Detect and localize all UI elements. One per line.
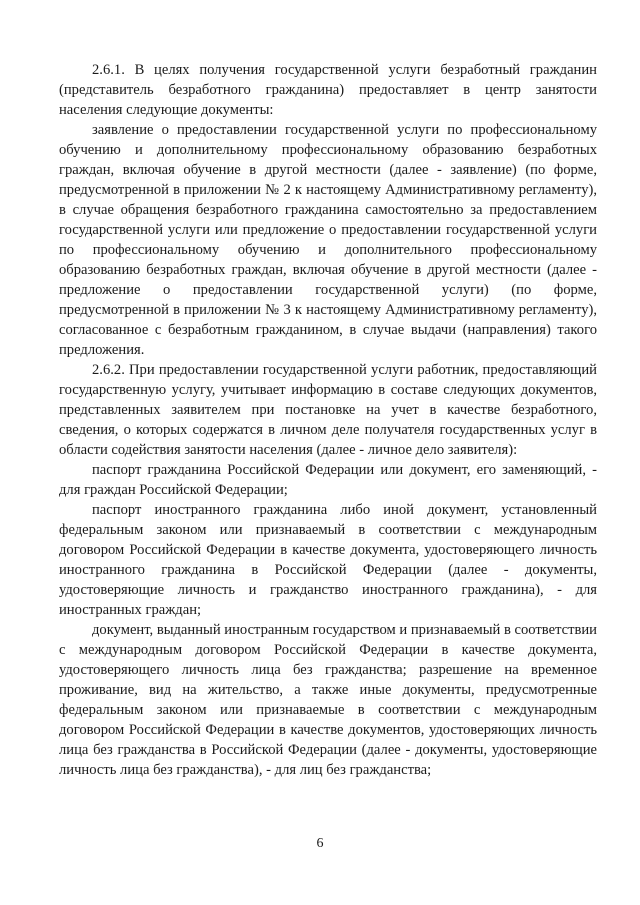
page-number: 6 [316,836,324,851]
paragraph-2-6-2: 2.6.2. При предоставлении государственной услуги работник, предоставляющий государственную услугу, учитывает информацию в составе следующих документов, представленных заявителем при постановке на учет в качестве безработного, сведения, о которых содержатся в личном деле получателя государственных услуг в области содействия занятости населения (далее - личное дело заявителя): [59,362,597,458]
paragraph-application: заявление о предоставлении государственной услуги по профессиональному обучению и дополнительному профессиональному образованию безработных граждан, включая обучение в другой местности (далее - заявление) (по форме, предусмотренной в приложении № 2 к настоящему Административному регламенту), в случае обращения безработного гражданина самостоятельно за предоставлением государственной услуги или предложение о предоставлении государственной услуги по профессиональному обучению и дополнительного профессиональному образованию безработных граждан, включая обучение в другой местности (далее - предложение о предоставлении государственной услуги) (по форме, предусмотренной в приложении № 3 к настоящему Административному регламенту), согласованное с безработным гражданином, в случае выдачи (направления) такого предложения. [59,122,597,358]
paragraph-2-6-1: 2.6.1. В целях получения государственной услуги безработный гражданин (представитель безработного гражданина) предоставляет в центр занятости населения следующие документы: [59,62,597,118]
document-body [59,60,597,780]
paragraph-foreign-passport: паспорт иностранного гражданина либо иной документ, установленный федеральным законом или признаваемый в соответствии с международным договором Российской Федерации в качестве документа, удостоверяющего личность иностранного гражданина в Российской Федерации (далее - документы, удостоверяющие личность и гражданство иностранного гражданина), - для иностранных граждан; [59,502,597,618]
paragraph-russian-passport: паспорт гражданина Российской Федерации или документ, его заменяющий, - для граждан Российской Федерации; [59,462,597,498]
paragraph-stateless-document: документ, выданный иностранным государством и признаваемый в соответствии с международным договором Российской Федерации в качестве документа, удостоверяющего личность лица без гражданства; разрешение на временное проживание, вид на жительство, а также иные документы, предусмотренные федеральным законом или признаваемые в соответствии с международным договором Российской Федерации в качестве документов, удостоверяющих личность лица без гражданства в Российской Федерации (далее - документы, удостоверяющие личность лица без гражданства), - для лиц без гражданства; [59,622,597,778]
